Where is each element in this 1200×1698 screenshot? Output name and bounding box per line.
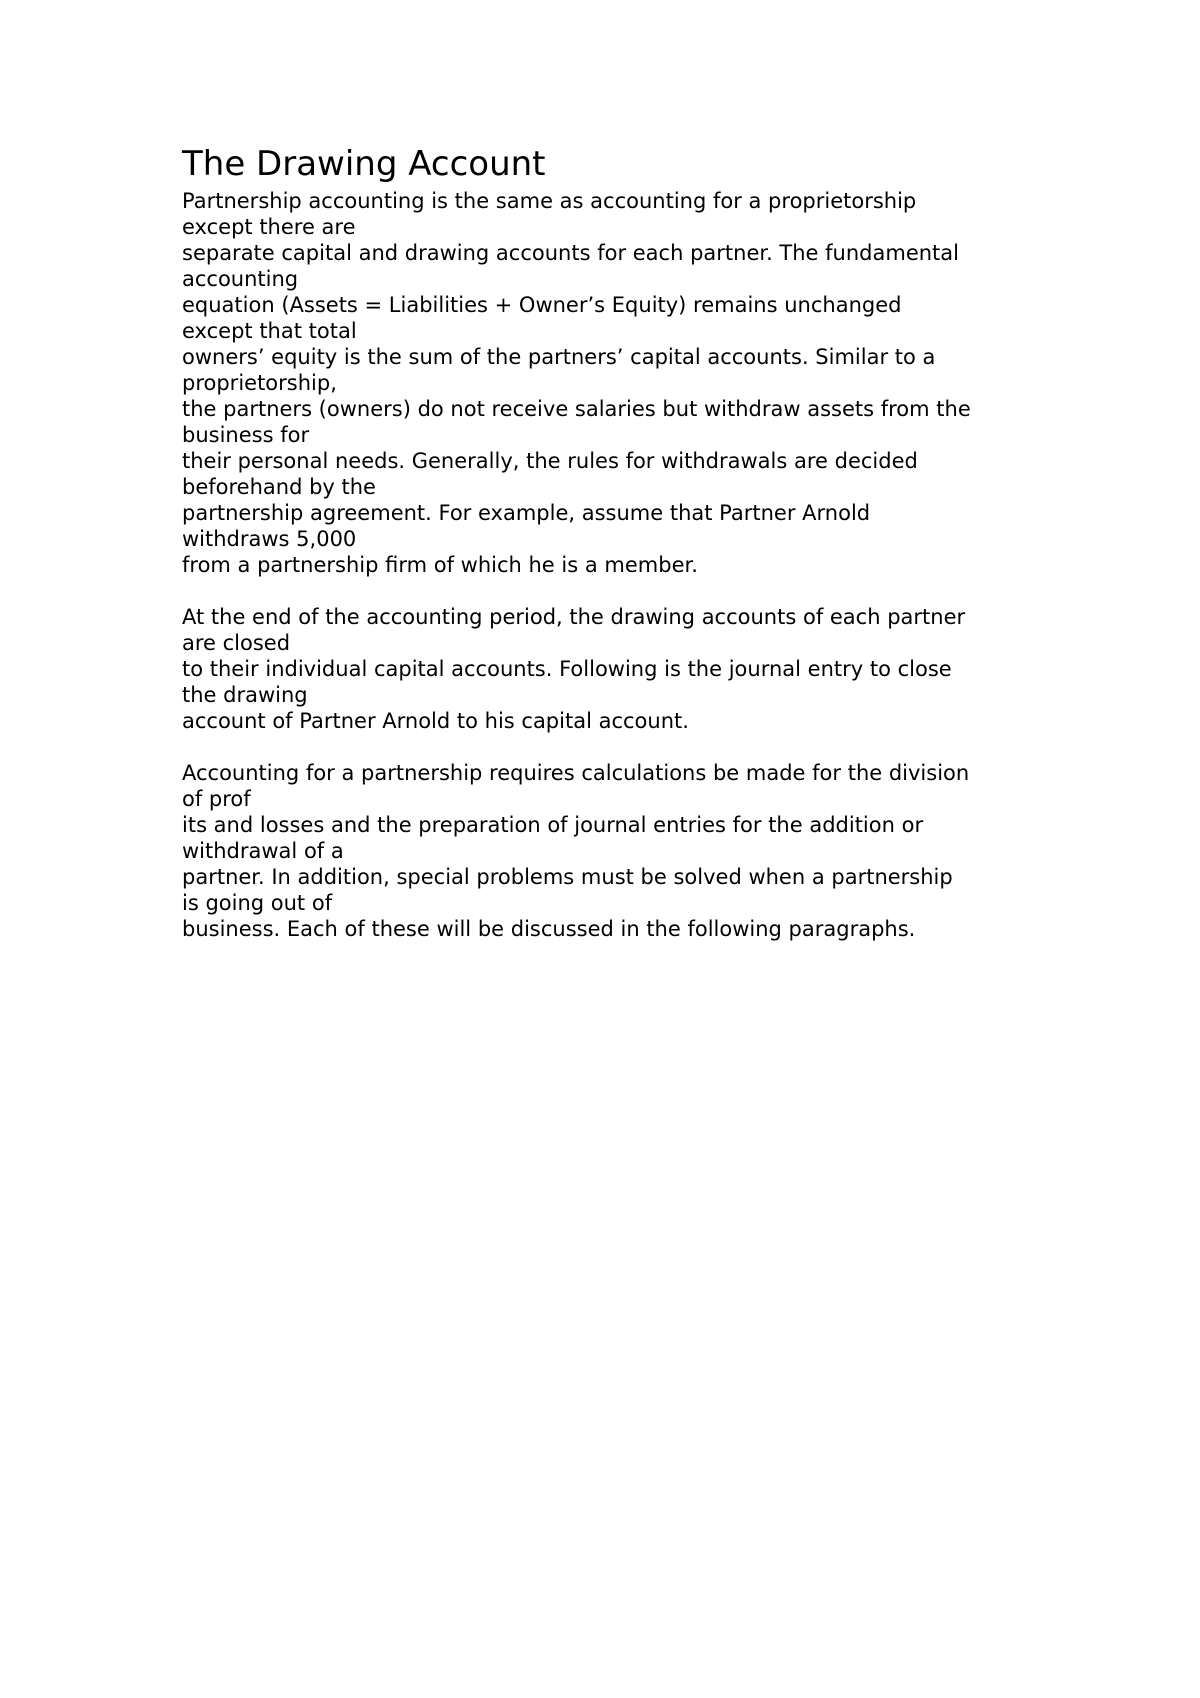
- paragraph-line: partnership agreement. For example, assume that Partner Arnold: [182, 501, 871, 525]
- paragraph-line: equation (Assets = Liabilities + Owner’s Equity) remains unchanged: [182, 293, 902, 317]
- paragraph-line: account of Partner Arnold to his capital account.: [182, 709, 689, 733]
- paragraph-line: is going out of: [182, 891, 333, 915]
- paragraph-line: accounting: [182, 267, 299, 291]
- paragraph-2: [182, 604, 1042, 734]
- paragraph-line: its and losses and the preparation of journal entries for the addition or: [182, 813, 924, 837]
- paragraph-line: to their individual capital accounts. Following is the journal entry to close: [182, 657, 952, 681]
- paragraph-line: except there are: [182, 215, 356, 239]
- paragraph-line: except that total: [182, 319, 357, 343]
- paragraph-line: from a partnership firm of which he is a member.: [182, 553, 698, 577]
- document-body: [182, 142, 1042, 942]
- paragraph-line: beforehand by the: [182, 475, 376, 499]
- paragraph-3: [182, 760, 1042, 942]
- paragraph-line: separate capital and drawing accounts for each partner. The fundamental: [182, 241, 959, 265]
- paragraph-line: Partnership accounting is the same as accounting for a proprietorship: [182, 189, 917, 213]
- paragraph-line: At the end of the accounting period, the drawing accounts of each partner: [182, 605, 966, 629]
- paragraph-line: withdraws 5,000: [182, 527, 357, 551]
- paragraph-line: the drawing: [182, 683, 308, 707]
- paragraph-line: proprietorship,: [182, 371, 337, 395]
- paragraph-line: owners’ equity is the sum of the partners’ capital accounts. Similar to a: [182, 345, 936, 369]
- paragraph-line: of prof: [182, 787, 251, 811]
- paragraph-line: business. Each of these will be discussed in the following paragraphs.: [182, 917, 916, 941]
- paragraph-line: withdrawal of a: [182, 839, 344, 863]
- paragraph-line: their personal needs. Generally, the rules for withdrawals are decided: [182, 449, 918, 473]
- document-title: The Drawing Account: [182, 144, 546, 184]
- paragraph-line: the partners (owners) do not receive salaries but withdraw assets from the: [182, 397, 971, 421]
- paragraph-line: Accounting for a partnership requires calculations be made for the division: [182, 761, 970, 785]
- paragraph-line: partner. In addition, special problems must be solved when a partnership: [182, 865, 953, 889]
- paragraph-line: business for: [182, 423, 310, 447]
- paragraph-line: are closed: [182, 631, 291, 655]
- paragraph-1: [182, 188, 1042, 578]
